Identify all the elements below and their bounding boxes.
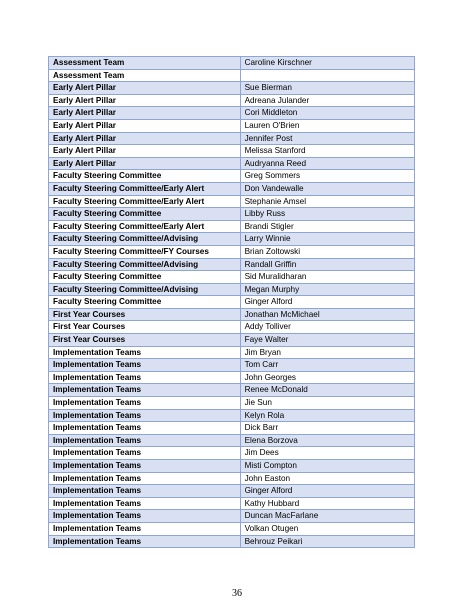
team-cell: Implementation Teams xyxy=(49,510,241,523)
member-cell: Libby Russ xyxy=(240,208,414,221)
table-row xyxy=(49,346,415,359)
table-row xyxy=(49,497,415,510)
table-row xyxy=(49,271,415,284)
team-cell: Faculty Steering Committee/Early Alert xyxy=(49,195,241,208)
member-cell: Behrouz Peikari xyxy=(240,535,414,548)
table-row xyxy=(49,57,415,70)
team-cell: Faculty Steering Committee/Early Alert xyxy=(49,182,241,195)
table-row xyxy=(49,195,415,208)
table-row xyxy=(49,94,415,107)
table-row xyxy=(49,69,415,82)
member-cell: Randall Griffin xyxy=(240,258,414,271)
member-cell: John Easton xyxy=(240,472,414,485)
team-cell: First Year Courses xyxy=(49,308,241,321)
table-row xyxy=(49,107,415,120)
team-cell: Faculty Steering Committee xyxy=(49,208,241,221)
team-cell: Implementation Teams xyxy=(49,497,241,510)
table-row xyxy=(49,82,415,95)
team-roster-table xyxy=(48,56,415,548)
member-cell: Sid Muralidharan xyxy=(240,271,414,284)
member-cell: Caroline Kirschner xyxy=(240,57,414,70)
member-cell: Addy Tolliver xyxy=(240,321,414,334)
team-roster-body xyxy=(49,57,415,548)
table-row xyxy=(49,384,415,397)
table-row xyxy=(49,510,415,523)
table-row xyxy=(49,485,415,498)
team-cell: Faculty Steering Committee xyxy=(49,170,241,183)
team-cell: Implementation Teams xyxy=(49,371,241,384)
table-row xyxy=(49,359,415,372)
table-row xyxy=(49,182,415,195)
table-row xyxy=(49,208,415,221)
member-cell xyxy=(240,69,414,82)
member-cell: Larry Winnie xyxy=(240,233,414,246)
team-cell: Assessment Team xyxy=(49,69,241,82)
team-cell: Implementation Teams xyxy=(49,447,241,460)
member-cell: Jim Bryan xyxy=(240,346,414,359)
team-cell: Implementation Teams xyxy=(49,522,241,535)
member-cell: Stephanie Amsel xyxy=(240,195,414,208)
member-cell: Lauren O'Brien xyxy=(240,119,414,132)
member-cell: Elena Borzova xyxy=(240,434,414,447)
member-cell: Kelyn Rola xyxy=(240,409,414,422)
team-cell: Early Alert Pillar xyxy=(49,145,241,158)
team-cell: Faculty Steering Committee/FY Courses xyxy=(49,245,241,258)
member-cell: Jonathan McMichael xyxy=(240,308,414,321)
table-row xyxy=(49,283,415,296)
table-row xyxy=(49,145,415,158)
table-row xyxy=(49,157,415,170)
team-cell: Implementation Teams xyxy=(49,460,241,473)
table-row xyxy=(49,535,415,548)
team-cell: Faculty Steering Committee xyxy=(49,271,241,284)
member-cell: Greg Sommers xyxy=(240,170,414,183)
table-row xyxy=(49,409,415,422)
member-cell: Melissa Stanford xyxy=(240,145,414,158)
team-cell: Faculty Steering Committee/Advising xyxy=(49,258,241,271)
member-cell: Ginger Alford xyxy=(240,296,414,309)
team-cell: Implementation Teams xyxy=(49,485,241,498)
table-row xyxy=(49,334,415,347)
team-cell: Early Alert Pillar xyxy=(49,82,241,95)
table-row xyxy=(49,245,415,258)
page-number: 36 xyxy=(232,588,242,599)
table-row xyxy=(49,308,415,321)
member-cell: Adreana Julander xyxy=(240,94,414,107)
table-row xyxy=(49,522,415,535)
team-cell: Early Alert Pillar xyxy=(49,119,241,132)
table-row xyxy=(49,447,415,460)
member-cell: Cori Middleton xyxy=(240,107,414,120)
table-row xyxy=(49,422,415,435)
team-cell: First Year Courses xyxy=(49,334,241,347)
team-cell: First Year Courses xyxy=(49,321,241,334)
member-cell: Megan Murphy xyxy=(240,283,414,296)
table-row xyxy=(49,296,415,309)
member-cell: Sue Bierman xyxy=(240,82,414,95)
team-cell: Early Alert Pillar xyxy=(49,132,241,145)
member-cell: Ginger Alford xyxy=(240,485,414,498)
team-cell: Faculty Steering Committee xyxy=(49,296,241,309)
member-cell: Jie Sun xyxy=(240,397,414,410)
team-cell: Faculty Steering Committee/Advising xyxy=(49,233,241,246)
table-row xyxy=(49,397,415,410)
table-row xyxy=(49,472,415,485)
member-cell: Duncan MacFarlane xyxy=(240,510,414,523)
table-row xyxy=(49,170,415,183)
team-cell: Faculty Steering Committee/Advising xyxy=(49,283,241,296)
team-cell: Implementation Teams xyxy=(49,384,241,397)
member-cell: Don Vandewalle xyxy=(240,182,414,195)
member-cell: John Georges xyxy=(240,371,414,384)
team-cell: Faculty Steering Committee/Early Alert xyxy=(49,220,241,233)
team-cell: Implementation Teams xyxy=(49,434,241,447)
member-cell: Audryanna Reed xyxy=(240,157,414,170)
team-cell: Implementation Teams xyxy=(49,422,241,435)
team-cell: Implementation Teams xyxy=(49,359,241,372)
member-cell: Dick Barr xyxy=(240,422,414,435)
team-cell: Implementation Teams xyxy=(49,472,241,485)
member-cell: Brandi Stigler xyxy=(240,220,414,233)
table-row xyxy=(49,233,415,246)
member-cell: Volkan Otugen xyxy=(240,522,414,535)
table-row xyxy=(49,371,415,384)
table-row xyxy=(49,434,415,447)
member-cell: Brian Zoltowski xyxy=(240,245,414,258)
team-cell: Implementation Teams xyxy=(49,535,241,548)
member-cell: Jim Dees xyxy=(240,447,414,460)
team-cell: Assessment Team xyxy=(49,57,241,70)
team-cell: Implementation Teams xyxy=(49,409,241,422)
member-cell: Tom Carr xyxy=(240,359,414,372)
table-row xyxy=(49,321,415,334)
team-cell: Early Alert Pillar xyxy=(49,107,241,120)
team-cell: Early Alert Pillar xyxy=(49,94,241,107)
table-row xyxy=(49,258,415,271)
member-cell: Kathy Hubbard xyxy=(240,497,414,510)
member-cell: Faye Walter xyxy=(240,334,414,347)
team-cell: Implementation Teams xyxy=(49,397,241,410)
table-row xyxy=(49,220,415,233)
member-cell: Jennifer Post xyxy=(240,132,414,145)
member-cell: Renee McDonald xyxy=(240,384,414,397)
table-row xyxy=(49,460,415,473)
team-cell: Early Alert Pillar xyxy=(49,157,241,170)
member-cell: Misti Compton xyxy=(240,460,414,473)
table-row xyxy=(49,119,415,132)
table-row xyxy=(49,132,415,145)
team-cell: Implementation Teams xyxy=(49,346,241,359)
